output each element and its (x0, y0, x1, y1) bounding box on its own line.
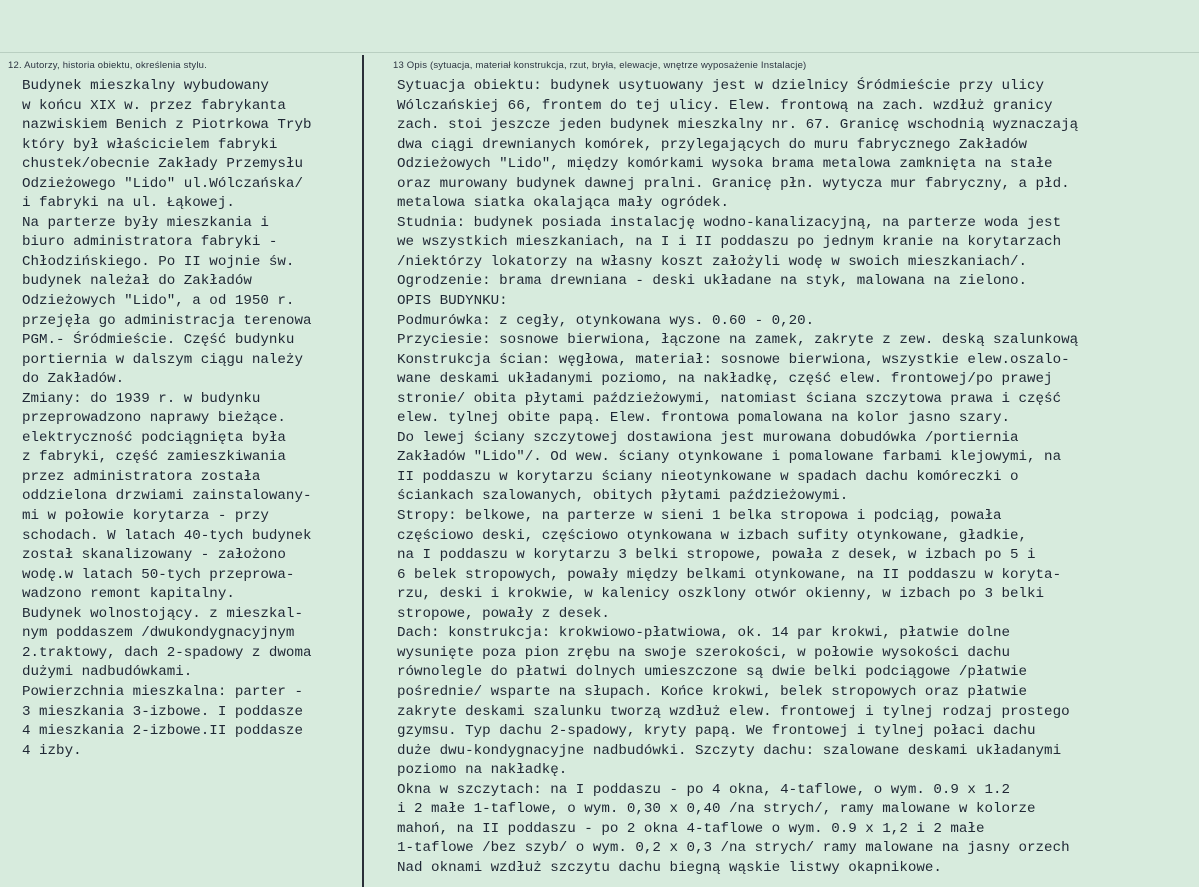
text-line: nym poddaszem /dwukondygnacyjnym (22, 625, 295, 642)
text-line: mi w połowie korytarza - przy (22, 508, 269, 525)
text-line: metalowa siatka okalająca mały ogródek. (397, 195, 730, 212)
text-line: z fabryki, część zamieszkiwania (22, 449, 286, 466)
text-line: elektryczność podciągnięta była (22, 429, 286, 446)
text-line: Do lewej ściany szczytowej dostawiona jest murowana dobudówka /portiernia (397, 429, 1019, 446)
text-line: oraz murowany budynek dawnej pralni. Granicę płn. wytycza mur fabryczny, a płd. (397, 175, 1070, 192)
right-column-text (397, 77, 1197, 878)
text-line: Studnia: budynek posiada instalację wodno-kanalizacyjną, na parterze woda jest (397, 214, 1062, 231)
text-line: Odzieżowych "Lido", a od 1950 r. (22, 293, 295, 310)
text-line: ściankach szalowanych, obitych płytami paździeżowymi. (397, 488, 849, 505)
text-line: oddzielona drzwiami zainstalowany- (22, 488, 312, 505)
text-line: nazwiskiem Benich z Piotrkowa Tryb (22, 117, 312, 134)
text-line: Powierzchnia mieszkalna: parter - (22, 683, 303, 700)
text-line: Dach: konstrukcja: krokwiowo-płatwiowa, ok. 14 par krokwi, płatwie dolne (397, 625, 1010, 642)
text-line: wodę.w latach 50-tych przeprowa- (22, 566, 295, 583)
text-line: który był właścicielem fabryki (22, 136, 278, 153)
text-line: II poddaszu w korytarzu ściany nieotynkowane w spadach dachu komóreczki o (397, 468, 1019, 485)
text-line: Budynek wolnostojący. z mieszkal- (22, 605, 303, 622)
text-line: elew. tylnej obite papą. Elew. frontowa pomalowana na kolor jasno szary. (397, 410, 1010, 427)
text-line: Na parterze były mieszkania i (22, 214, 269, 231)
text-line: został skanalizowany - założono (22, 547, 286, 564)
text-line: schodach. W latach 40-tych budynek (22, 527, 312, 544)
text-line: 6 belek stropowych, powały między belkami otynkowane, na II poddaszu w koryta- (397, 566, 1062, 583)
text-line: budynek należał do Zakładów (22, 273, 252, 290)
text-line: Odzieżowych "Lido", między komórkami wysoka brama metalowa zamknięta na stałe (397, 156, 1053, 173)
column-divider (362, 55, 364, 887)
text-line: przejęła go administracja terenowa (22, 312, 312, 329)
text-line: na I poddaszu w korytarzu 3 belki stropowe, powała z desek, w izbach po 5 i (397, 547, 1036, 564)
text-line: stronie/ obita płytami paździeżowymi, natomiast ściana szczytowa prawa i część (397, 390, 1062, 407)
text-line: /niektórzy lokatorzy na własny koszt założyli wodę w swoich mieszkaniach/. (397, 253, 1028, 270)
text-line: przez administratora została (22, 468, 261, 485)
text-line: biuro administratora fabryki - (22, 234, 278, 251)
text-line: 4 mieszkania 2-izbowe.II poddasze (22, 723, 303, 740)
text-line: Okna w szczytach: na I poddaszu - po 4 okna, 4-taflowe, o wym. 0.9 x 1.2 (397, 781, 1010, 798)
text-line: 3 mieszkania 3-izbowe. I poddasze (22, 703, 303, 720)
text-line: równolegle do płatwi dolnych umieszczone są dwie belki podciągowe /płatwie (397, 664, 1028, 681)
text-line: duże dwu-kondygnacyjne nadbudówki. Szczyty dachu: szalowane deskami układanymi (397, 742, 1062, 759)
text-line: stropowe, powały z desek. (397, 605, 610, 622)
text-line: pośrednie/ wsparte na słupach. Końce krokwi, belek stropowych oraz płatwie (397, 683, 1028, 700)
text-line: poziomo na nakładkę. (397, 762, 568, 779)
text-line: wadzono remont kapitalny. (22, 586, 235, 603)
text-line: portiernia w dalszym ciągu należy (22, 351, 303, 368)
text-line: zach. stoi jeszcze jeden budynek mieszkalny nr. 67. Granicę wschodnią wyznaczają (397, 117, 1079, 134)
text-line: Budynek mieszkalny wybudowany (22, 78, 269, 94)
text-line: Wólczańskiej 66, frontem do tej ulicy. Elew. frontową na zach. wzdłuż granicy (397, 97, 1053, 114)
text-line: dwa ciągi drewnianych komórek, przylegających do muru fabrycznego Zakładów (397, 136, 1028, 153)
right-column-header: 13 Opis (sytuacja, materiał konstrukcja, rzut, bryła, elewacje, wnętrze wyposażenie Instalacje) (393, 60, 807, 71)
text-line: 4 izby. (22, 742, 82, 759)
text-line: Ogrodzenie: brama drewniana - deski układane na styk, malowana na zielono. (397, 273, 1028, 290)
text-line: zakryte deskami szalunku tworzą wzdłuż elew. frontowej i tylnej rodzaj prostego (397, 703, 1070, 720)
text-line: we wszystkich mieszkaniach, na I i II poddaszu po jednym kranie na korytarzach (397, 234, 1062, 251)
text-line: 2.traktowy, dach 2-spadowy z dwoma (22, 644, 312, 661)
text-line: dużymi nadbudówkami. (22, 664, 193, 681)
text-line: Odzieżowego "Lido" ul.Wólczańska/ (22, 175, 303, 192)
text-line: wysunięte poza pion zrębu na swoje szerokości, w połowie wysokości dachu (397, 644, 1010, 661)
text-line: Sytuacja obiektu: budynek usytuowany jest w dzielnicy Śródmieście przy ulicy (397, 78, 1045, 94)
text-line: Chłodzińskiego. Po II wojnie św. (22, 253, 295, 270)
text-line: PGM.- Śródmieście. Część budynku (22, 332, 295, 349)
text-line: Przyciesie: sosnowe bierwiona, łączone na zamek, zakryte z zew. deską szalunkową (397, 332, 1079, 349)
top-rule (0, 52, 1199, 53)
text-line: przeprowadzono naprawy bieżące. (22, 410, 286, 427)
text-line: Zmiany: do 1939 r. w budynku (22, 390, 261, 407)
text-line: 1-taflowe /bez szyb/ o wym. 0,2 x 0,3 /na strych/ ramy malowane na jasny orzech (397, 840, 1070, 857)
text-line: i 2 małe 1-taflowe, o wym. 0,30 x 0,40 /na strych/, ramy malowane w kolorze (397, 801, 1036, 818)
text-line: chustek/obecnie Zakłady Przemysłu (22, 156, 303, 173)
text-line: Stropy: belkowe, na parterze w sieni 1 belka stropowa i podciąg, powała (397, 508, 1002, 525)
left-column-header: 12. Autorzy, historia obiektu, określenia stylu. (8, 60, 207, 71)
left-column-text (22, 77, 360, 761)
text-line: Nad oknami wzdłuż szczytu dachu biegną wąskie listwy okapnikowe. (397, 859, 942, 876)
text-line: Zakładów "Lido"/. Od wew. ściany otynkowane i pomalowane farbami klejowymi, na (397, 449, 1062, 466)
text-line: OPIS BUDYNKU: (397, 293, 508, 310)
text-line: gzymsu. Typ dachu 2-spadowy, kryty papą. We frontowej i tylnej połaci dachu (397, 723, 1036, 740)
text-line: rzu, deski i krokwie, w kalenicy oszklony otwór okienny, w izbach po 3 belki (397, 586, 1045, 603)
text-line: częściowo deski, częściowo otynkowana w izbach sufity otynkowane, gładkie, (397, 527, 1028, 544)
text-line: Podmurówka: z cegły, otynkowana wys. 0.60 - 0,20. (397, 312, 815, 329)
text-line: mahoń, na II poddaszu - po 2 okna 4-taflowe o wym. 0.9 x 1,2 i 2 małe (397, 820, 985, 837)
text-line: w końcu XIX w. przez fabrykanta (22, 97, 286, 114)
text-line: Konstrukcja ścian: węgłowa, materiał: sosnowe bierwiona, wszystkie elew.oszalo- (397, 351, 1070, 368)
text-line: do Zakładów. (22, 371, 125, 388)
text-line: i fabryki na ul. Łąkowej. (22, 195, 235, 212)
text-line: wane deskami układanymi poziomo, na nakładkę, część elew. frontowej/po prawej (397, 371, 1053, 388)
